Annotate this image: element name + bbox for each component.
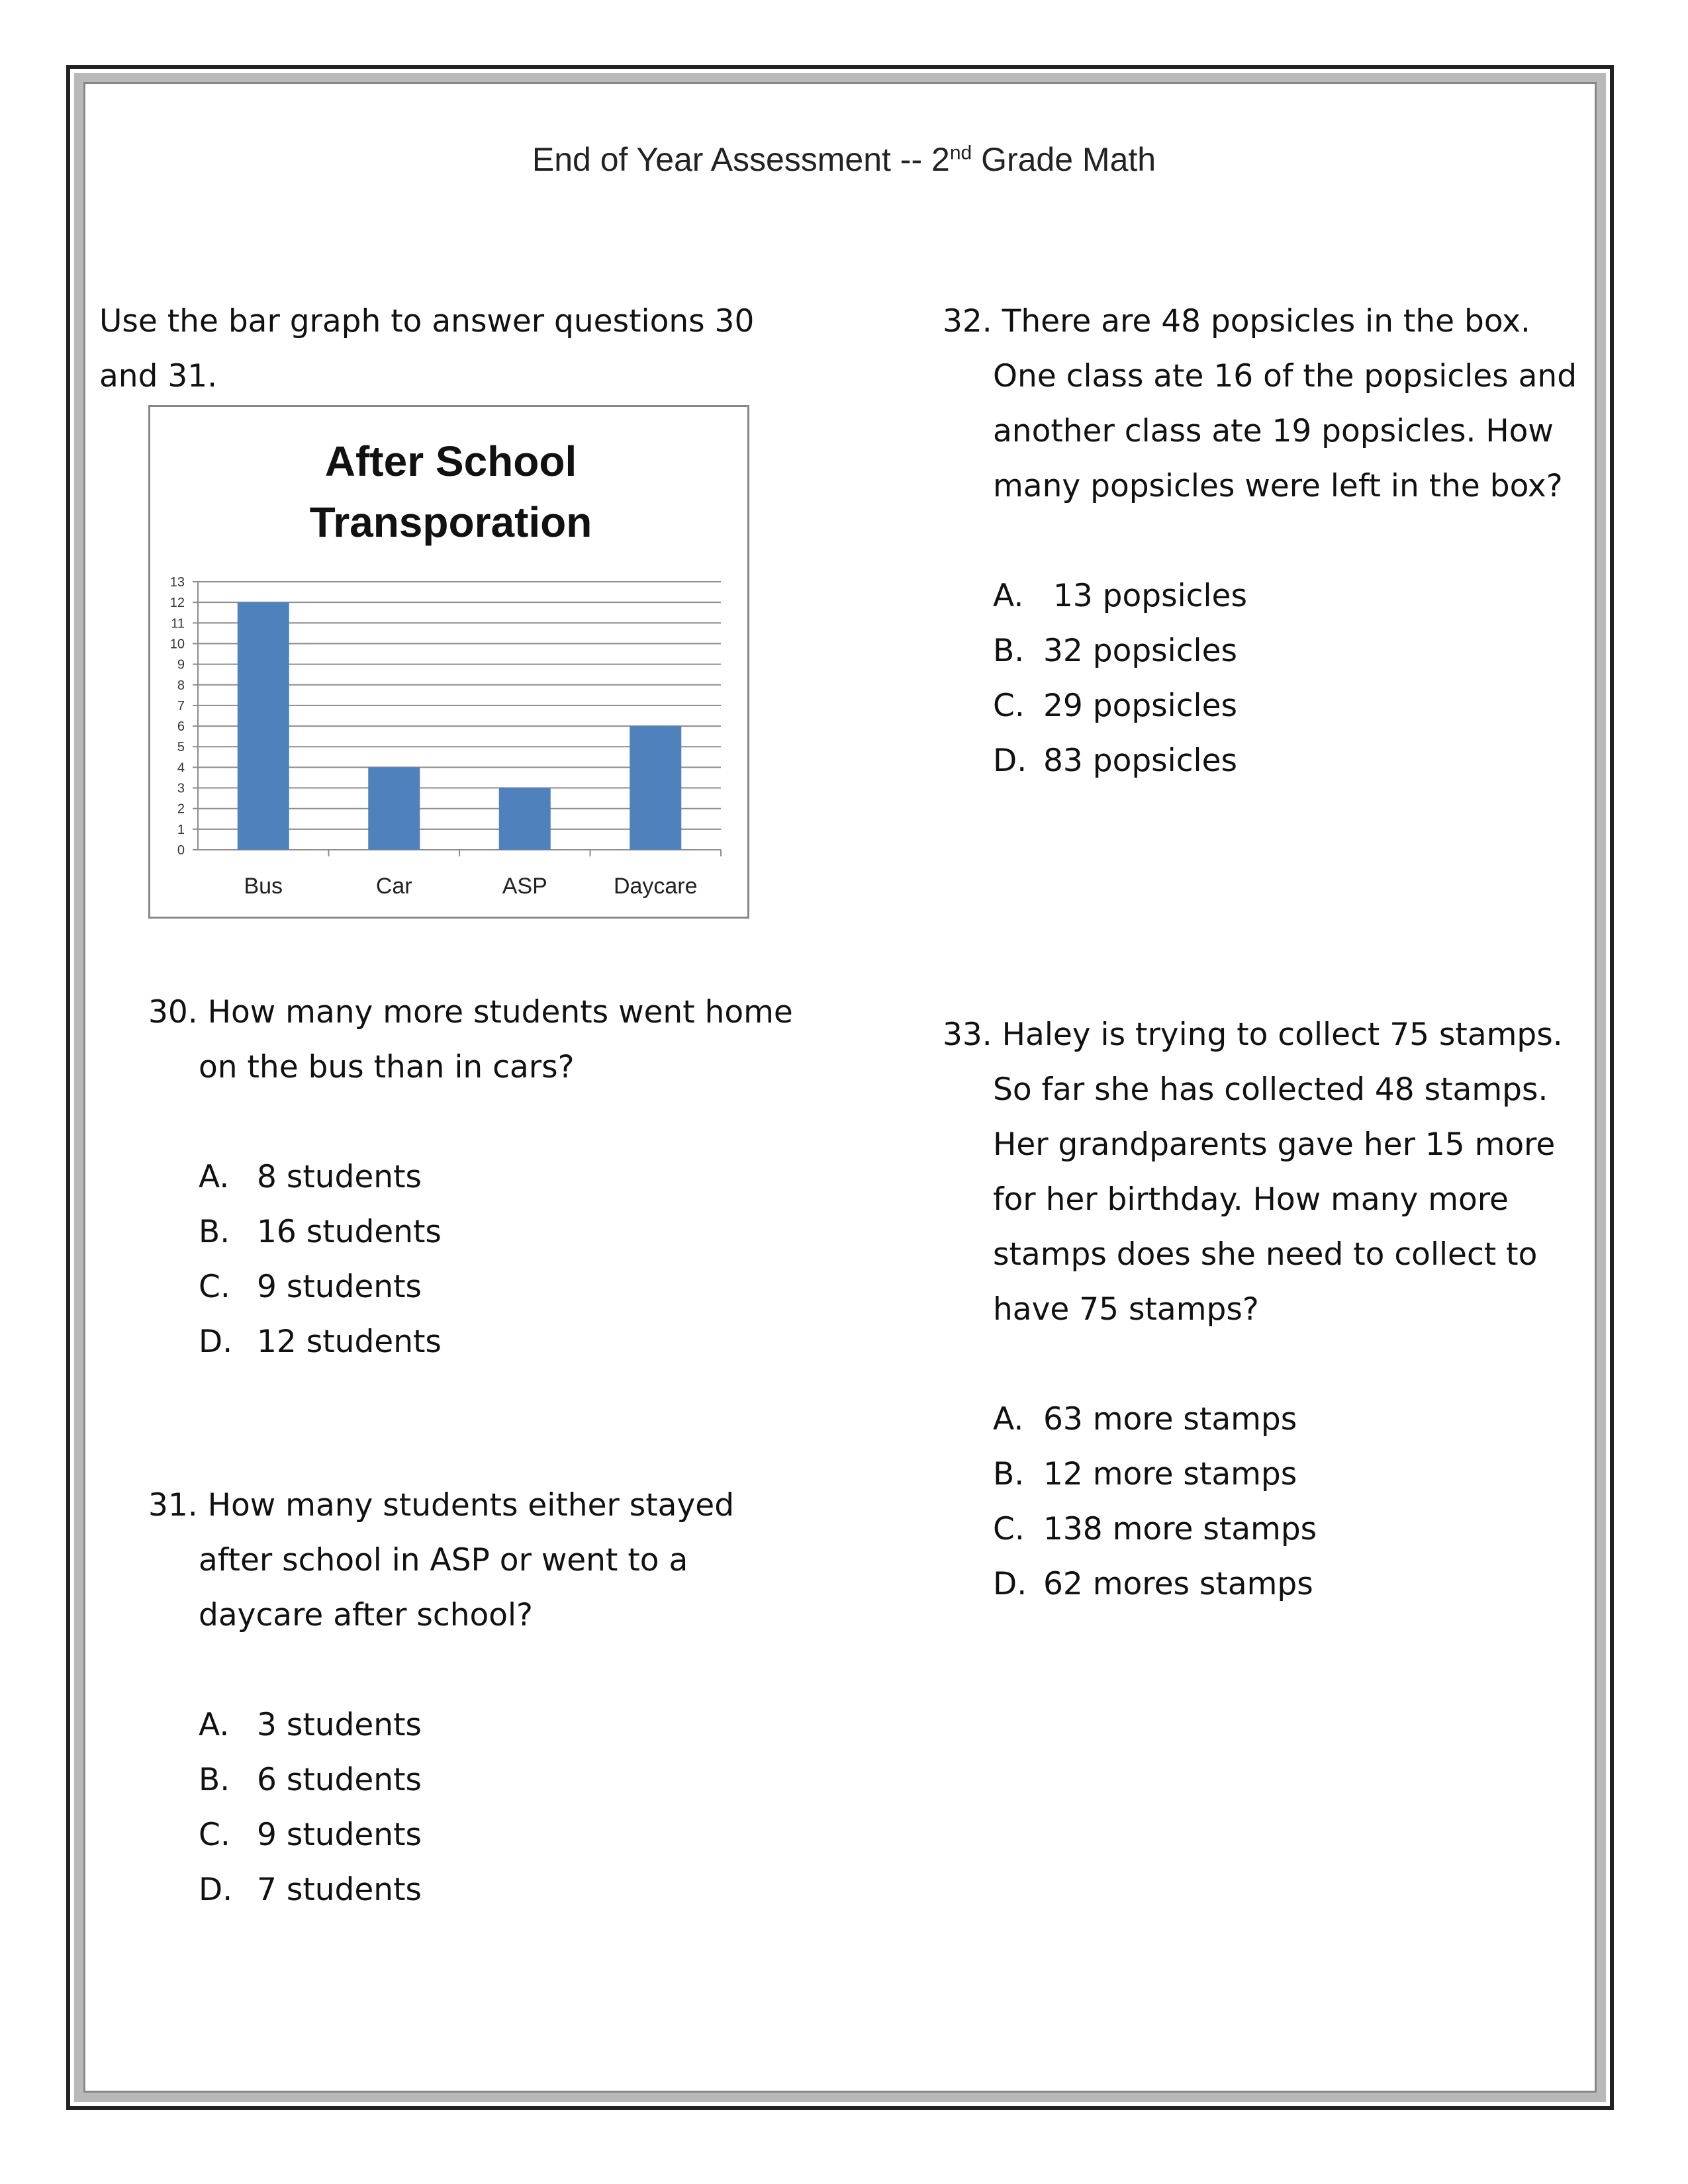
option-text: 16 students <box>257 1214 442 1250</box>
q30-line-1: 30. How many more students went home <box>148 994 793 1030</box>
bar-asp <box>499 788 551 850</box>
q32-line-1: 32. There are 48 popsicles in the box. <box>943 303 1530 340</box>
y-tick-label: 0 <box>177 843 185 858</box>
q32-line-4: many popsicles were left in the box? <box>993 468 1563 504</box>
q30-option-c[interactable] <box>199 1259 422 1314</box>
option-letter: D. <box>993 743 1027 779</box>
q30-option-b[interactable] <box>199 1205 442 1259</box>
q33-line-2: So far she has collected 48 stamps. <box>993 1071 1548 1108</box>
q32-line-2: One class ate 16 of the popsicles and <box>993 358 1577 394</box>
q31-option-b[interactable] <box>199 1752 422 1807</box>
option-text: 7 students <box>257 1872 422 1908</box>
option-text: 9 students <box>257 1817 422 1853</box>
y-tick-label: 4 <box>177 760 185 776</box>
bar-daycare <box>630 726 681 850</box>
option-letter: C. <box>199 1817 230 1853</box>
q33-line-3: Her grandparents gave her 15 more <box>993 1126 1556 1163</box>
chart-title-line-1: After School <box>324 437 577 485</box>
chart-title-line-2: Transporation <box>309 498 592 546</box>
option-text: 12 more stamps <box>1043 1456 1297 1492</box>
option-text: 138 more stamps <box>1043 1511 1317 1547</box>
option-letter: A. <box>199 1159 230 1195</box>
x-tick-label: ASP <box>502 874 547 899</box>
q31-option-c[interactable] <box>199 1807 422 1862</box>
title-suffix: Grade Math <box>972 141 1156 178</box>
option-letter: C. <box>993 688 1025 724</box>
x-tick-label: Bus <box>244 874 283 899</box>
option-text: 12 students <box>257 1324 442 1360</box>
q32-option-a[interactable] <box>993 569 1247 623</box>
y-tick-label: 9 <box>177 657 185 672</box>
q31-line-2: after school in ASP or went to a <box>199 1542 688 1578</box>
y-tick-label: 8 <box>177 678 185 693</box>
option-letter: A. <box>993 578 1024 614</box>
option-text: 63 more stamps <box>1043 1401 1297 1437</box>
title-superscript: nd <box>949 142 972 164</box>
option-text: 3 students <box>257 1707 422 1743</box>
q30-option-d[interactable] <box>199 1314 442 1369</box>
q33-option-b[interactable] <box>993 1447 1297 1502</box>
q31-line-1: 31. How many students either stayed <box>148 1487 735 1524</box>
y-tick-label: 13 <box>169 575 185 590</box>
option-letter: D. <box>199 1324 233 1360</box>
option-text: 9 students <box>257 1269 422 1305</box>
q32-option-c[interactable] <box>993 678 1237 733</box>
option-text: 13 popsicles <box>1043 578 1247 614</box>
option-letter: B. <box>199 1762 230 1798</box>
y-tick-label: 3 <box>177 781 185 796</box>
q32-option-b[interactable] <box>993 623 1237 678</box>
y-tick-label: 10 <box>169 637 185 652</box>
q32-option-d[interactable] <box>993 733 1237 788</box>
intro-line-1: Use the bar graph to answer questions 30 <box>99 303 755 340</box>
page-title <box>0 140 1688 179</box>
bar-bus <box>238 602 289 850</box>
q33-option-c[interactable] <box>993 1502 1317 1557</box>
option-text: 6 students <box>257 1762 422 1798</box>
q33-line-6: have 75 stamps? <box>993 1291 1259 1328</box>
q30-option-a[interactable] <box>199 1150 422 1205</box>
option-text: 62 mores stamps <box>1043 1566 1313 1602</box>
q33-option-a[interactable] <box>993 1392 1297 1447</box>
y-tick-label: 5 <box>177 740 185 755</box>
title-prefix: End of Year Assessment -- 2 <box>532 141 950 178</box>
y-tick-label: 11 <box>171 616 185 631</box>
option-text: 83 popsicles <box>1043 743 1238 779</box>
x-tick-label: Car <box>375 874 412 899</box>
q31-line-3: daycare after school? <box>199 1597 533 1633</box>
q33-line-1: 33. Haley is trying to collect 75 stamps. <box>943 1017 1563 1053</box>
option-text: 32 popsicles <box>1043 633 1238 669</box>
option-letter: D. <box>199 1872 233 1908</box>
option-letter: B. <box>199 1214 230 1250</box>
chart-plot <box>150 407 747 917</box>
option-letter: C. <box>199 1269 230 1305</box>
bar-chart <box>148 405 749 919</box>
bar-car <box>368 767 420 850</box>
option-letter: A. <box>993 1401 1024 1437</box>
q33-line-5: stamps does she need to collect to <box>993 1236 1538 1273</box>
y-tick-label: 12 <box>169 596 185 611</box>
q32-line-3: another class ate 19 popsicles. How <box>993 413 1554 449</box>
q33-line-4: for her birthday. How many more <box>993 1181 1509 1218</box>
y-tick-label: 2 <box>177 801 185 817</box>
q33-option-d[interactable] <box>993 1557 1313 1612</box>
q30-line-2: on the bus than in cars? <box>199 1049 575 1085</box>
intro-line-2: and 31. <box>99 358 218 394</box>
x-tick-label: Daycare <box>613 874 698 899</box>
option-letter: B. <box>993 1456 1025 1492</box>
option-letter: D. <box>993 1566 1027 1602</box>
option-text: 8 students <box>257 1159 422 1195</box>
y-tick-label: 7 <box>177 698 185 713</box>
y-tick-label: 6 <box>177 719 185 735</box>
y-tick-label: 1 <box>177 822 185 837</box>
option-letter: C. <box>993 1511 1025 1547</box>
q31-option-d[interactable] <box>199 1862 422 1917</box>
q31-option-a[interactable] <box>199 1698 422 1752</box>
option-text: 29 popsicles <box>1043 688 1238 724</box>
option-letter: B. <box>993 633 1025 669</box>
option-letter: A. <box>199 1707 230 1743</box>
